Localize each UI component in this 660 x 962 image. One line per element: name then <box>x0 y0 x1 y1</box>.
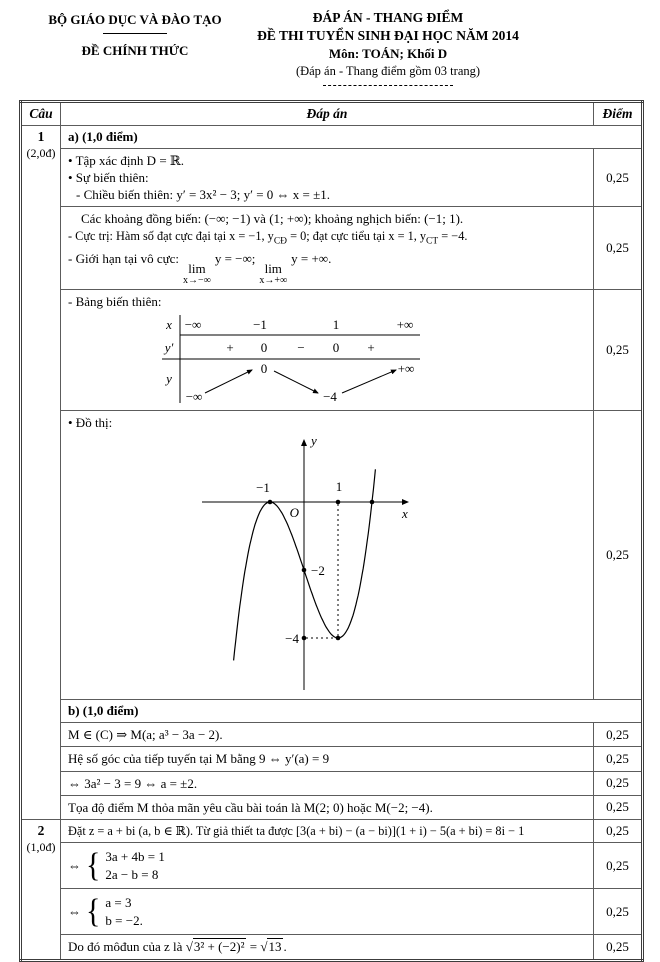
lim-subscript: x→+∞ <box>259 275 288 286</box>
ministry-block <box>26 12 244 59</box>
answer-cell: Hệ số góc của tiếp tuyến tại M bằng 9 ⇔ y′(a) = 9 <box>61 747 594 771</box>
text-line <box>68 938 287 954</box>
table-row <box>21 889 643 935</box>
bbt-x-value: −1 <box>253 317 267 333</box>
official-label: ĐỀ CHÍNH THỨC <box>81 43 189 58</box>
answer-cell <box>61 935 594 960</box>
function-graph <box>152 432 432 696</box>
bbt-y-value: +∞ <box>397 361 415 377</box>
brace-icon: { <box>86 847 101 885</box>
table-row <box>21 149 643 207</box>
text-segment: Do đó môđun của z là <box>68 939 183 955</box>
part-b-title: b) (1,0 điểm) <box>61 700 643 723</box>
col-question-header: Câu <box>21 102 61 126</box>
answer-cell: Đặt z = a + bi (a, b ∈ ℝ). Từ giả thiết ta được [3(a + bi) − (a − bi)](1 + i) − 5(a + bi) = 8i − 1 <box>61 819 594 842</box>
bbt-dy-value: + <box>367 340 375 356</box>
origin-label: O <box>289 505 299 521</box>
radical-expression <box>260 938 283 954</box>
table-row <box>21 843 643 889</box>
points-cell: 0,25 <box>594 290 643 411</box>
text-line <box>68 228 586 248</box>
answer-cell <box>61 290 594 411</box>
col-points-header: Điểm <box>594 102 643 126</box>
text-line: - Chiều biến thiên: y′ = 3x² − 3; y′ = 0 ⇔ x = ±1. <box>76 187 331 203</box>
col-answer-header: Đáp án <box>61 102 594 126</box>
ministry-title: BỘ GIÁO DỤC VÀ ĐÀO TẠO <box>48 12 222 27</box>
limit-notation <box>259 262 287 286</box>
table-row <box>21 723 643 747</box>
bbt-dy-value: 0 <box>260 340 268 356</box>
points-cell: 0,25 <box>594 771 643 795</box>
equivalence-arrow: ⇔ <box>68 903 81 919</box>
bbt-y-value: 0 <box>260 361 268 377</box>
equations <box>105 848 164 883</box>
tick-label: −1 <box>256 480 270 496</box>
table-row <box>21 935 643 960</box>
point-min <box>336 636 341 641</box>
answer-key-title: ĐÁP ÁN - THANG ĐIỂM <box>312 10 464 25</box>
bbt-dy-value: 0 <box>332 340 340 356</box>
text-segment: = <box>249 939 258 955</box>
subject-title: Môn: TOÁN; Khối D <box>328 46 448 61</box>
table-row <box>21 207 643 290</box>
point-ym4 <box>302 636 307 641</box>
question-total-points: (2,0đ) <box>26 146 56 160</box>
text-line: - Bảng biến thiên: <box>68 294 162 309</box>
table-row <box>21 290 643 411</box>
answer-table <box>19 100 644 962</box>
bbt-y-value: −4 <box>323 389 337 405</box>
table-header-row <box>21 102 643 126</box>
equation-line: a = 3 <box>105 895 132 911</box>
y-axis-label: y <box>311 433 317 449</box>
equation-line: 3a + 4b = 1 <box>105 849 165 865</box>
point-yintercept <box>302 568 307 573</box>
question-total-points: (1,0đ) <box>26 839 56 854</box>
points-cell: 0,25 <box>594 889 643 935</box>
text-segment: y = +∞. <box>291 250 332 266</box>
table-row <box>21 411 643 700</box>
table-row <box>21 819 643 842</box>
exam-title: ĐỀ THI TUYỂN SINH ĐẠI HỌC NĂM 2014 <box>257 28 519 43</box>
bbt-x-value: −∞ <box>184 317 202 333</box>
bbt-y-value: −∞ <box>185 389 203 405</box>
tick-label: −4 <box>285 631 299 647</box>
equations <box>105 894 142 929</box>
text-segment: - Cực trị: Hàm số đạt cực đại tại x = −1, y <box>68 228 274 243</box>
divider <box>103 33 167 34</box>
table-row <box>21 771 643 795</box>
x-axis-label: x <box>402 506 408 522</box>
text-line: • Tập xác định D = ℝ. <box>68 153 184 168</box>
bbt-arrow-down <box>274 371 318 393</box>
bbt-dy-value: − <box>297 340 305 356</box>
brace-icon: { <box>86 893 101 931</box>
answer-cell: M ∈ (C) ⇒ M(a; a³ − 3a − 2). <box>61 723 594 747</box>
point-max <box>268 500 273 505</box>
bbt-y-label: y <box>166 371 172 387</box>
table-row <box>21 700 643 723</box>
radical-sign: √ <box>185 939 193 955</box>
text-segment: - Giới hạn tại vô cực: <box>68 250 180 266</box>
points-cell: 0,25 <box>594 747 643 771</box>
table-row <box>21 126 643 149</box>
lim-word: lim <box>264 261 282 276</box>
points-cell: 0,25 <box>594 843 643 889</box>
answer-cell <box>61 207 594 290</box>
table-row <box>21 747 643 771</box>
text-line: • Đồ thị: <box>68 415 113 431</box>
radical-expression <box>186 938 247 954</box>
points-cell: 0,25 <box>594 819 643 842</box>
points-cell: 0,25 <box>594 723 643 747</box>
bbt-x-label: x <box>166 317 172 333</box>
text-line <box>68 250 586 286</box>
bbt-dy-value: + <box>226 340 234 356</box>
answer-cell <box>61 411 594 700</box>
exam-title-block <box>232 10 544 86</box>
divider <box>323 85 453 86</box>
text-segment: = −4. <box>438 228 468 243</box>
bbt-dy-label: y′ <box>164 340 174 356</box>
text-line: • Sự biến thiên: <box>68 170 149 186</box>
table-row <box>21 795 643 819</box>
tick-label: 1 <box>335 479 343 495</box>
subscript: CT <box>426 236 439 247</box>
text-segment: = 0; đạt cực tiểu tại x = 1, y <box>287 228 427 243</box>
question-2-cell <box>21 819 61 960</box>
lim-subscript: x→−∞ <box>183 275 211 286</box>
question-1-cell <box>21 126 61 820</box>
answer-cell: Tọa độ điểm M thỏa mãn yêu cầu bài toán là M(2; 0) hoặc M(−2; −4). <box>61 795 594 819</box>
points-cell: 0,25 <box>594 795 643 819</box>
page-header <box>0 0 660 100</box>
lim-word: lim <box>188 261 206 276</box>
equation-system <box>68 846 586 885</box>
tick-label: −2 <box>311 563 325 579</box>
points-cell: 0,25 <box>594 207 643 290</box>
text-line: Các khoảng đồng biến: (−∞; −1) và (1; +∞); khoảng nghịch biến: (−1; 1). <box>81 211 464 227</box>
answer-cell <box>61 149 594 207</box>
radicand: 13 <box>268 939 282 955</box>
answer-cell: ⇔ 3a² − 3 = 9 ⇔ a = ±2. <box>61 771 594 795</box>
question-number: 1 <box>37 129 45 144</box>
text-segment: y = −∞; <box>214 250 256 266</box>
answer-cell <box>61 889 594 935</box>
points-cell: 0,25 <box>594 411 643 700</box>
bbt-arrow-up <box>205 370 252 393</box>
bbt-x-value: 1 <box>332 317 340 333</box>
points-cell: 0,25 <box>594 935 643 960</box>
radical-sign: √ <box>260 939 268 955</box>
equation-system <box>68 892 586 931</box>
points-cell: 0,25 <box>594 149 643 207</box>
subscript: CĐ <box>273 236 288 247</box>
radicand: 3² + (−2)² <box>193 939 245 955</box>
answer-cell <box>61 843 594 889</box>
bbt-arrow-up <box>342 370 396 393</box>
point-x1 <box>336 500 341 505</box>
equation-line: b = −2. <box>105 912 143 928</box>
part-a-title: a) (1,0 điểm) <box>61 126 643 149</box>
limit-notation <box>183 262 211 286</box>
pages-note: (Đáp án - Thang điểm gồm 03 trang) <box>295 64 481 78</box>
question-number: 2 <box>37 822 45 838</box>
variation-table <box>160 313 426 405</box>
equation-line: 2a − b = 8 <box>105 866 159 882</box>
point-root <box>370 500 375 505</box>
text-segment: . <box>283 939 287 955</box>
bbt-x-value: +∞ <box>396 317 414 333</box>
equivalence-arrow: ⇔ <box>68 857 81 873</box>
